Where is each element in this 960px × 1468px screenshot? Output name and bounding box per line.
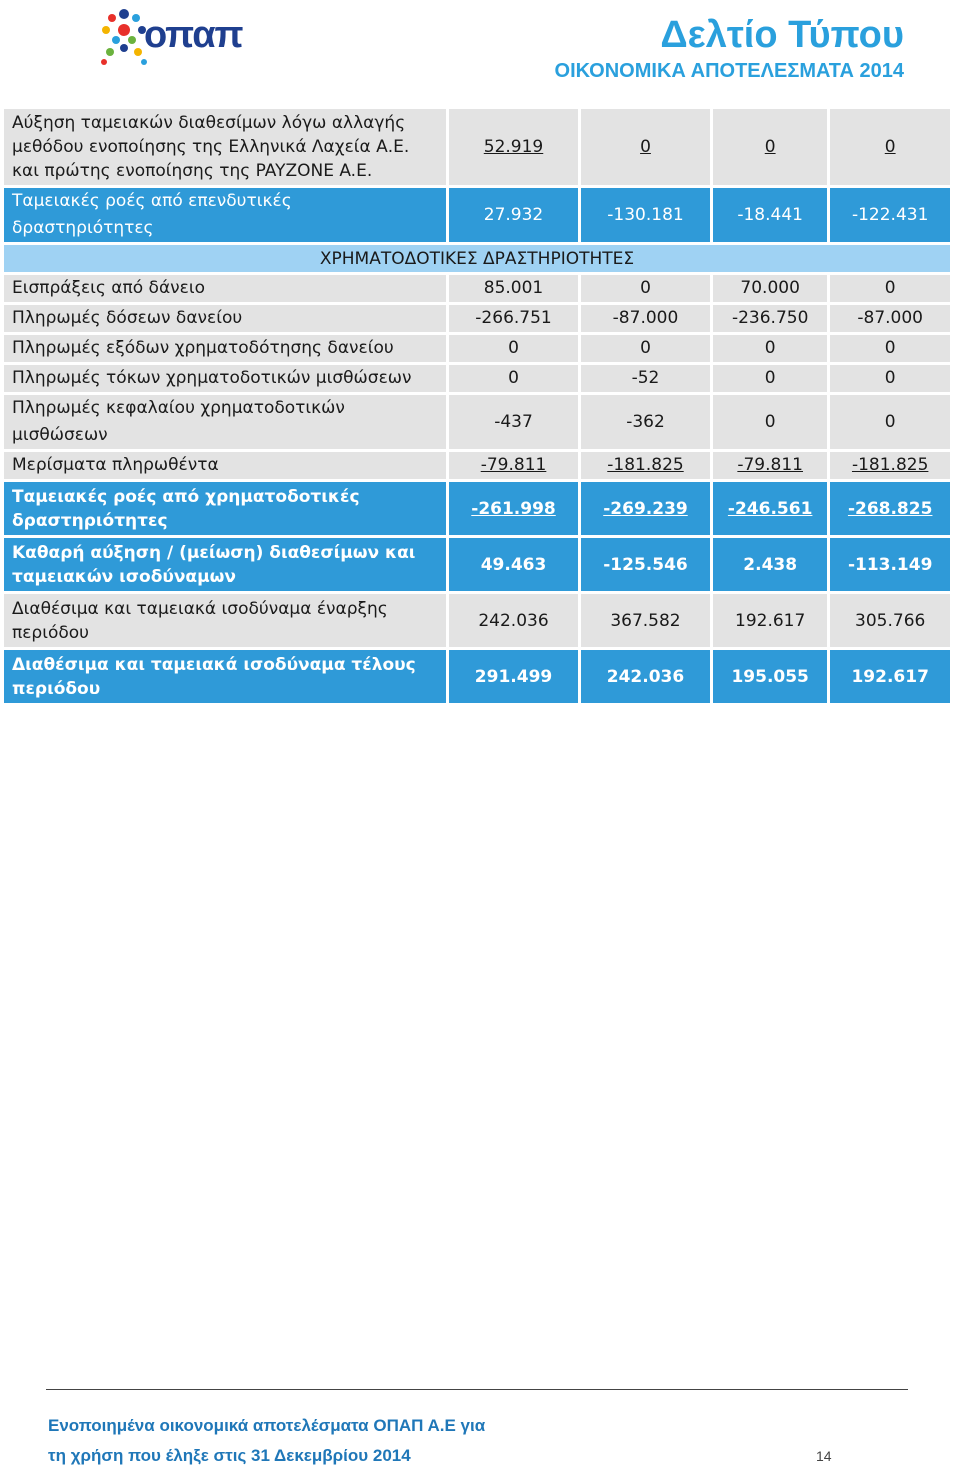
row-label: Πληρωμές εξόδων χρηματοδότησης δανείου [4, 335, 446, 362]
table-row [4, 482, 950, 535]
page-header [0, 0, 960, 100]
row-label: Πληρωμές τόκων χρηματοδοτικών μισθώσεων [4, 365, 446, 392]
row-label: Διαθέσιμα και ταμειακά ισοδύναμα έναρξης περιόδου [4, 594, 446, 647]
section-title: ΧΡΗΜΑΤΟΔΟΤΙΚΕΣ ΔΡΑΣΤΗΡΙΟΤΗΤΕΣ [4, 245, 950, 272]
table-row [4, 109, 950, 185]
value-cell: 192.617 [830, 650, 950, 703]
value-cell: -261.998 [449, 482, 578, 535]
value-cell: -79.811 [449, 452, 578, 479]
value-cell: 0 [581, 275, 710, 302]
row-label: Ταμειακές ροές από χρηματοδοτικές δραστηριότητες [4, 482, 446, 535]
value-cell: 305.766 [830, 594, 950, 647]
logo-wordmark: οπαπ [144, 14, 243, 56]
table-row [4, 305, 950, 332]
document-subtitle: ΟΙΚΟΝΟΜΙΚΑ ΑΠΟΤΕΛΕΣΜΑΤΑ 2014 [554, 60, 904, 82]
value-cell: 0 [830, 335, 950, 362]
value-cell: -52 [581, 365, 710, 392]
value-cell: -18.441 [713, 188, 827, 242]
value-cell: 0 [713, 335, 827, 362]
footer-line-2: τη χρήση που έληξε στις 31 Δεκεμβρίου 2014 [48, 1446, 411, 1465]
row-label: Πληρωμές κεφαλαίου χρηματοδοτικών μισθώσεων [4, 395, 446, 449]
value-cell: 0 [581, 109, 710, 185]
value-cell: 0 [713, 109, 827, 185]
value-cell: 242.036 [581, 650, 710, 703]
value-cell: 0 [830, 275, 950, 302]
value-cell: 0 [449, 365, 578, 392]
table-row [4, 650, 950, 703]
value-cell: 0 [830, 109, 950, 185]
table-row [4, 594, 950, 647]
value-cell: 0 [449, 335, 578, 362]
cash-flow-table [1, 106, 953, 706]
value-cell: -266.751 [449, 305, 578, 332]
table-row [4, 452, 950, 479]
value-cell: 0 [581, 335, 710, 362]
value-cell: 27.932 [449, 188, 578, 242]
value-cell: -87.000 [581, 305, 710, 332]
section-header-row [4, 245, 950, 272]
table-row [4, 275, 950, 302]
value-cell: -122.431 [830, 188, 950, 242]
row-label: Διαθέσιμα και ταμειακά ισοδύναμα τέλους περιόδου [4, 650, 446, 703]
row-label: Εισπράξεις από δάνειο [4, 275, 446, 302]
value-cell: 2.438 [713, 538, 827, 591]
table-row [4, 395, 950, 449]
value-cell: -268.825 [830, 482, 950, 535]
row-label: Καθαρή αύξηση / (μείωση) διαθεσίμων και ταμειακών ισοδύναμων [4, 538, 446, 591]
value-cell: -125.546 [581, 538, 710, 591]
value-cell: -246.561 [713, 482, 827, 535]
value-cell: 367.582 [581, 594, 710, 647]
value-cell: 195.055 [713, 650, 827, 703]
opap-logo [96, 6, 246, 68]
row-label: Πληρωμές δόσεων δανείου [4, 305, 446, 332]
value-cell: 291.499 [449, 650, 578, 703]
value-cell: 0 [830, 365, 950, 392]
value-cell: 70.000 [713, 275, 827, 302]
footer-line-1: Ενοποιημένα οικονομικά αποτελέσματα ΟΠΑΠ Α.Ε για [48, 1416, 486, 1435]
document-title: Δελτίο Τύπου [660, 14, 904, 56]
row-label: Μερίσματα πληρωθέντα [4, 452, 446, 479]
table-row [4, 188, 950, 242]
value-cell: 0 [713, 395, 827, 449]
value-cell: -362 [581, 395, 710, 449]
value-cell: -236.750 [713, 305, 827, 332]
value-cell: 49.463 [449, 538, 578, 591]
footer-divider [46, 1389, 908, 1390]
value-cell: -79.811 [713, 452, 827, 479]
value-cell: -130.181 [581, 188, 710, 242]
value-cell: -113.149 [830, 538, 950, 591]
page-number: 14 [816, 1448, 832, 1464]
value-cell: -437 [449, 395, 578, 449]
value-cell: 85.001 [449, 275, 578, 302]
row-label: Ταμειακές ροές από επενδυτικές δραστηριότητες [4, 188, 446, 242]
row-label: Αύξηση ταμειακών διαθεσίμων λόγω αλλαγής μεθόδου ενοποίησης της Ελληνικά Λαχεία Α.Ε. και πρώτης ενοποίησης της PAYZONE A.E. [4, 109, 446, 185]
value-cell: 192.617 [713, 594, 827, 647]
value-cell: 52.919 [449, 109, 578, 185]
value-cell: -87.000 [830, 305, 950, 332]
value-cell: 0 [830, 395, 950, 449]
value-cell: -181.825 [581, 452, 710, 479]
value-cell: 242.036 [449, 594, 578, 647]
table-row [4, 365, 950, 392]
table-row [4, 538, 950, 591]
table-row [4, 335, 950, 362]
value-cell: 0 [713, 365, 827, 392]
value-cell: -181.825 [830, 452, 950, 479]
value-cell: -269.239 [581, 482, 710, 535]
